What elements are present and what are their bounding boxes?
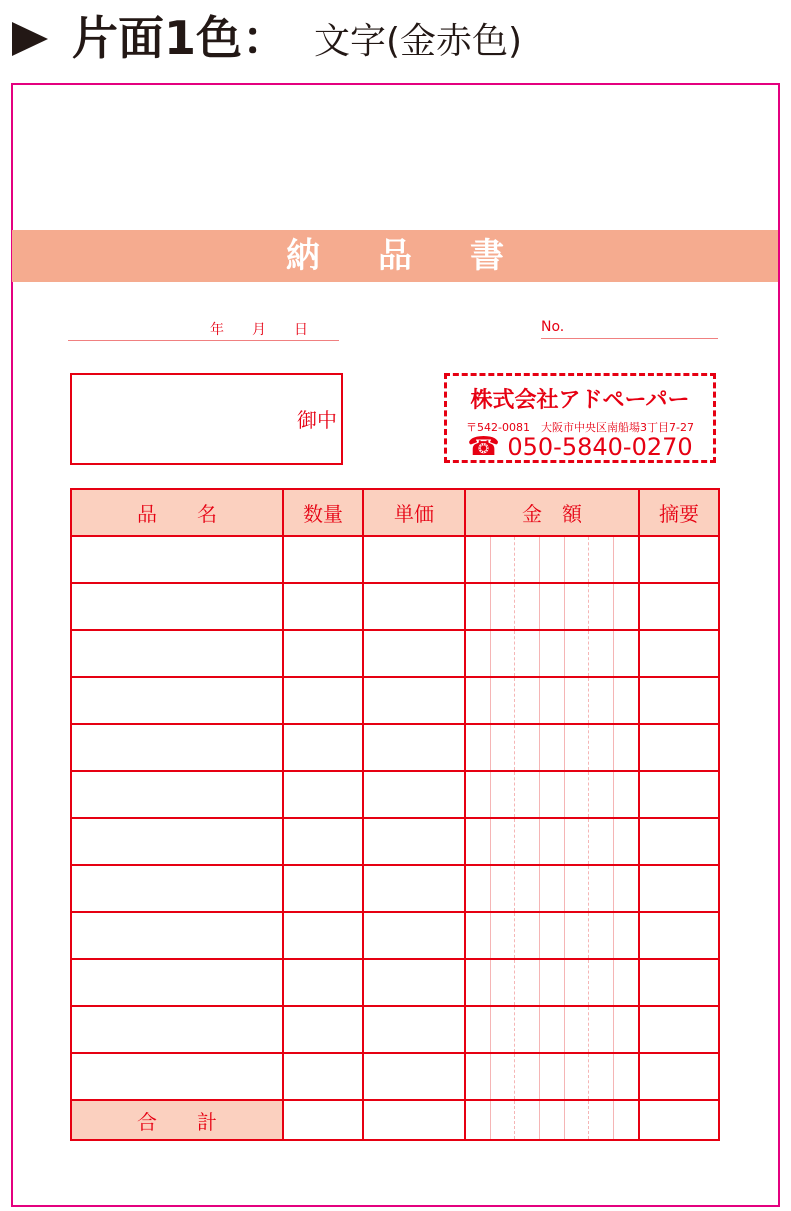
amount-digit-divider (539, 866, 540, 911)
amount-digit-divider (490, 678, 491, 723)
unit-price-cell (363, 1053, 465, 1100)
company-phone-number: 050-5840-0270 (507, 433, 693, 461)
amount-digit-divider (564, 1007, 565, 1052)
amount-digit-divider (588, 913, 589, 958)
remarks-cell (639, 536, 719, 583)
amount-digit-divider (564, 1101, 565, 1139)
table-row (71, 1006, 719, 1053)
amount-digit-divider (490, 1007, 491, 1052)
total-remarks-cell (639, 1100, 719, 1140)
amount-digit-divider (588, 1054, 589, 1099)
amount-digit-divider (490, 537, 491, 582)
amount-digit-divider (514, 725, 515, 770)
amount-digit-divider (539, 537, 540, 582)
amount-digit-divider (564, 631, 565, 676)
amount-digit-divider (613, 913, 614, 958)
qty-cell (283, 912, 363, 959)
amount-digit-divider (514, 537, 515, 582)
amount-cell (465, 1006, 639, 1053)
qty-cell (283, 818, 363, 865)
qty-cell (283, 865, 363, 912)
amount-digit-divider (539, 631, 540, 676)
item-cell (71, 583, 283, 630)
amount-digit-divider (514, 1101, 515, 1139)
amount-cell (465, 583, 639, 630)
total-qty-cell (283, 1100, 363, 1140)
amount-digit-divider (564, 913, 565, 958)
company-name: 株式会社アドペーパー (470, 388, 690, 413)
amount-digit-divider (490, 1101, 491, 1139)
recipient-box (70, 373, 343, 465)
amount-cell (465, 912, 639, 959)
unit-price-cell (363, 818, 465, 865)
unit-price-cell (363, 583, 465, 630)
amount-digit-divider (514, 913, 515, 958)
amount-digit-divider (588, 772, 589, 817)
amount-digit-divider (613, 678, 614, 723)
no-underline (541, 338, 718, 339)
amount-digit-divider (539, 819, 540, 864)
qty-cell (283, 1006, 363, 1053)
remarks-cell (639, 818, 719, 865)
play-arrow-icon (12, 22, 48, 56)
heading-main: 片面1色： (72, 11, 289, 65)
item-cell (71, 536, 283, 583)
remarks-cell (639, 1006, 719, 1053)
amount-digit-divider (564, 772, 565, 817)
date-label: 年 月 日 (210, 322, 308, 338)
total-label: 合 計 (71, 1100, 283, 1140)
amount-digit-divider (490, 1054, 491, 1099)
item-cell (71, 1053, 283, 1100)
no-label: No. (541, 319, 565, 335)
amount-digit-divider (539, 960, 540, 1005)
telephone-icon: ☎ (467, 432, 500, 462)
item-cell (71, 959, 283, 1006)
table-row (71, 818, 719, 865)
table-row (71, 865, 719, 912)
amount-digit-divider (490, 866, 491, 911)
amount-digit-divider (539, 725, 540, 770)
remarks-cell (639, 959, 719, 1006)
remarks-cell (639, 677, 719, 724)
amount-digit-divider (539, 913, 540, 958)
amount-digit-divider (514, 1054, 515, 1099)
col-header-amount: 金 額 (465, 489, 639, 536)
col-header-qty: 数量 (283, 489, 363, 536)
amount-digit-divider (490, 772, 491, 817)
remarks-cell (639, 865, 719, 912)
amount-digit-divider (539, 1101, 540, 1139)
qty-cell (283, 771, 363, 818)
col-header-remarks: 摘要 (639, 489, 719, 536)
qty-cell (283, 630, 363, 677)
amount-digit-divider (588, 960, 589, 1005)
amount-cell (465, 1053, 639, 1100)
unit-price-cell (363, 536, 465, 583)
unit-price-cell (363, 959, 465, 1006)
table-row (71, 1053, 719, 1100)
amount-digit-divider (514, 819, 515, 864)
remarks-cell (639, 1053, 719, 1100)
table-row (71, 912, 719, 959)
amount-digit-divider (613, 1054, 614, 1099)
company-phone (447, 432, 713, 462)
amount-digit-divider (564, 584, 565, 629)
date-underline (68, 340, 339, 341)
amount-digit-divider (490, 960, 491, 1005)
item-cell (71, 724, 283, 771)
amount-cell (465, 865, 639, 912)
item-cell (71, 818, 283, 865)
table-row (71, 724, 719, 771)
amount-digit-divider (613, 1007, 614, 1052)
remarks-cell (639, 724, 719, 771)
amount-digit-divider (514, 772, 515, 817)
amount-cell (465, 818, 639, 865)
amount-digit-divider (588, 1101, 589, 1139)
total-amount-cell (465, 1100, 639, 1140)
amount-digit-divider (564, 866, 565, 911)
company-address: 〒542-0081 大阪市中央区南船場3丁目7-27 (466, 421, 694, 434)
amount-digit-divider (490, 819, 491, 864)
amount-digit-divider (564, 819, 565, 864)
amount-digit-divider (514, 960, 515, 1005)
qty-cell (283, 583, 363, 630)
qty-cell (283, 536, 363, 583)
items-table (70, 488, 720, 1141)
amount-cell (465, 677, 639, 724)
amount-digit-divider (490, 913, 491, 958)
item-cell (71, 771, 283, 818)
qty-cell (283, 959, 363, 1006)
amount-digit-divider (588, 631, 589, 676)
form-title: 納品書 (286, 236, 562, 276)
unit-price-cell (363, 677, 465, 724)
amount-digit-divider (588, 537, 589, 582)
amount-digit-divider (613, 960, 614, 1005)
table-row (71, 630, 719, 677)
item-cell (71, 865, 283, 912)
item-cell (71, 677, 283, 724)
amount-digit-divider (613, 584, 614, 629)
amount-digit-divider (514, 1007, 515, 1052)
amount-digit-divider (564, 725, 565, 770)
amount-digit-divider (490, 725, 491, 770)
company-stamp-box (444, 373, 716, 463)
col-header-item: 品 名 (71, 489, 283, 536)
amount-digit-divider (564, 1054, 565, 1099)
table-header-row (71, 489, 719, 536)
heading-sub: 文字(金赤色) (314, 21, 523, 62)
amount-digit-divider (613, 631, 614, 676)
table-row (71, 536, 719, 583)
table-row (71, 771, 719, 818)
unit-price-cell (363, 912, 465, 959)
unit-price-cell (363, 771, 465, 818)
item-cell (71, 630, 283, 677)
amount-digit-divider (514, 866, 515, 911)
unit-price-cell (363, 865, 465, 912)
amount-digit-divider (588, 1007, 589, 1052)
amount-digit-divider (539, 678, 540, 723)
items-table-wrap (70, 488, 720, 1141)
table-row (71, 677, 719, 724)
amount-digit-divider (588, 819, 589, 864)
amount-digit-divider (514, 584, 515, 629)
honorific-label: 御中 (297, 408, 337, 432)
unit-price-cell (363, 1006, 465, 1053)
amount-digit-divider (613, 866, 614, 911)
amount-digit-divider (539, 772, 540, 817)
remarks-cell (639, 630, 719, 677)
table-row (71, 959, 719, 1006)
amount-digit-divider (539, 1054, 540, 1099)
item-cell (71, 912, 283, 959)
amount-cell (465, 536, 639, 583)
remarks-cell (639, 912, 719, 959)
amount-digit-divider (490, 584, 491, 629)
remarks-cell (639, 583, 719, 630)
amount-digit-divider (613, 725, 614, 770)
table-row (71, 583, 719, 630)
amount-digit-divider (588, 678, 589, 723)
table-total-row (71, 1100, 719, 1140)
amount-digit-divider (564, 960, 565, 1005)
total-unit-cell (363, 1100, 465, 1140)
amount-digit-divider (613, 537, 614, 582)
amount-cell (465, 630, 639, 677)
amount-digit-divider (539, 1007, 540, 1052)
amount-cell (465, 724, 639, 771)
unit-price-cell (363, 724, 465, 771)
amount-digit-divider (490, 631, 491, 676)
qty-cell (283, 724, 363, 771)
amount-digit-divider (564, 678, 565, 723)
amount-digit-divider (613, 819, 614, 864)
amount-digit-divider (539, 584, 540, 629)
unit-price-cell (363, 630, 465, 677)
amount-digit-divider (514, 678, 515, 723)
amount-digit-divider (588, 866, 589, 911)
col-header-unit-price: 単価 (363, 489, 465, 536)
qty-cell (283, 677, 363, 724)
amount-digit-divider (588, 584, 589, 629)
amount-digit-divider (564, 537, 565, 582)
qty-cell (283, 1053, 363, 1100)
remarks-cell (639, 771, 719, 818)
amount-digit-divider (588, 725, 589, 770)
amount-digit-divider (613, 772, 614, 817)
amount-digit-divider (613, 1101, 614, 1139)
amount-digit-divider (514, 631, 515, 676)
amount-cell (465, 771, 639, 818)
amount-cell (465, 959, 639, 1006)
item-cell (71, 1006, 283, 1053)
